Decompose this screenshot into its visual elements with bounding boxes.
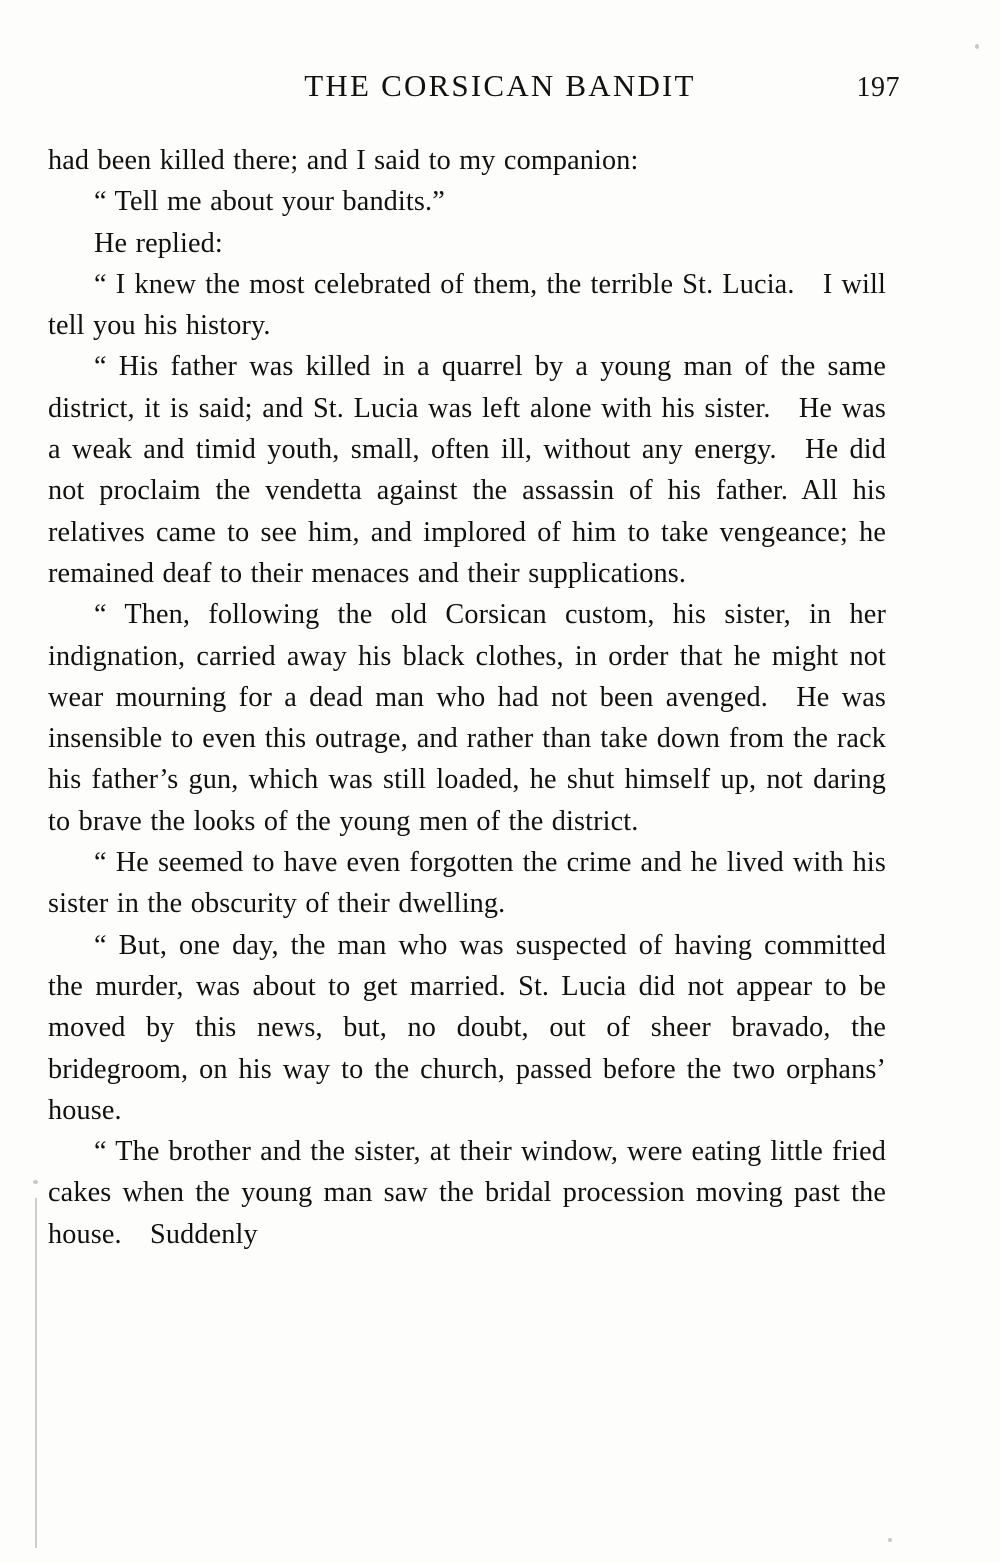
scan-speck bbox=[33, 1180, 38, 1184]
paragraph: “ But, one day, the man who was suspected of having committed the murder, was about to get married. St. Lucia did not appear to be moved by this news, but, no doubt, out of sheer bravado, the bridegroom, on his way to the church, passed before the two orphans’ house. bbox=[48, 929, 886, 1126]
running-head: THE CORSICAN BANDIT bbox=[304, 68, 696, 103]
paragraph: He replied: bbox=[94, 227, 223, 259]
page-number: 197 bbox=[856, 72, 900, 103]
paragraph: “ Then, following the old Corsican custom, his sister, in her indignation, carried away his black clothes, in order that he might not wear mourning for a dead man who had not been avenged. He was insensible to even this outrage, and rather than take down from the rack his father’s gun, which was still loaded, he shut himself up, not daring to brave the looks of the young men of the district. bbox=[48, 599, 886, 837]
paragraph: “ The brother and the sister, at their window, were eating little fried cakes when the young man saw the bridal procession moving past the house. Suddenly bbox=[48, 1136, 886, 1250]
scan-speck bbox=[888, 1538, 892, 1542]
paragraph: “ His father was killed in a quarrel by a young man of the same district, it is said; and St. Lucia was left alone with his sister. He was a weak and timid youth, small, often ill, without any energy. He did not proclaim the vendetta against the assassin of his father. All his relatives came to see him, and implored of him to take vengeance; he remained deaf to their menaces and their supplications. bbox=[48, 351, 886, 589]
paragraph: “ He seemed to have even forgotten the crime and he lived with his sister in the obscurity of their dwelling. bbox=[48, 847, 886, 920]
paragraph: “ I knew the most celebrated of them, the terrible St. Lucia. I will tell you his history. bbox=[48, 268, 886, 342]
paragraph: had been killed there; and I said to my companion: bbox=[48, 145, 639, 176]
margin-rule bbox=[35, 1198, 37, 1548]
scan-speck bbox=[975, 44, 979, 49]
paragraph: “ Tell me about your bandits.” bbox=[94, 186, 445, 218]
body-text bbox=[48, 140, 886, 1255]
page-header bbox=[48, 68, 952, 116]
